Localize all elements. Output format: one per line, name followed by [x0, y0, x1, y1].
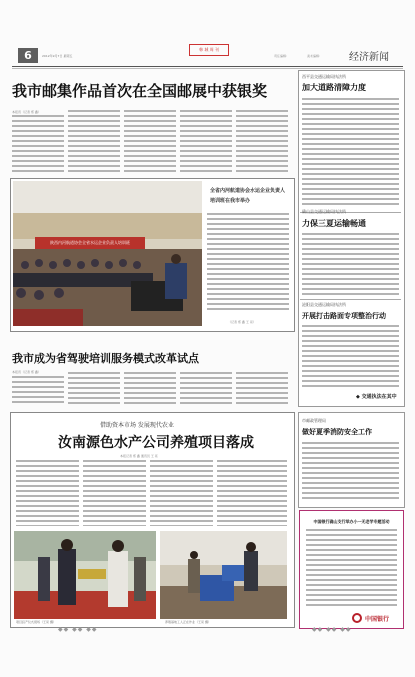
bank-ad-headline: 中国银行确山支行举办小一无老学专题活动: [313, 519, 390, 524]
ceremony-photo-graphic: [14, 531, 156, 619]
designer-line: 美术编辑：: [307, 54, 323, 58]
third-kicker: 借助资本市场 发展现代农业: [100, 422, 174, 429]
ceremony-photo: [14, 531, 156, 619]
second-headline: 我市成为省驾驶培训服务模式改革试点: [12, 352, 199, 365]
second-text-col-3: [124, 372, 176, 406]
footer-marks-left: ◆◆ ◆◆ ◆◆: [58, 626, 98, 633]
sidebar-item1-kicker: 西平县交通运输局执法所: [302, 74, 346, 79]
third-byline: 本报记者 郑 鑫 通讯员 王 亮: [120, 454, 158, 458]
issue-date: 2012年9月7日 星期五: [42, 54, 73, 58]
meeting-photo-graphic: [13, 181, 202, 326]
second-byline: 本报讯（记者 郑 鑫）: [12, 370, 41, 374]
fish-farm-photo-caption: 养殖基地工人正在作业（王亮 摄）: [165, 620, 211, 624]
header-rule: [12, 66, 403, 67]
bank-logo-icon: [352, 613, 362, 623]
editor-line: 责任编辑：: [274, 54, 290, 58]
photo-story-byline: （记者 郑 鑫 王 亮）: [228, 320, 256, 324]
footer-marks-right: ◆◆ ◆◆ ◆◆: [312, 626, 352, 633]
second-text-col-4: [180, 372, 232, 406]
fish-farm-photo: [160, 531, 287, 619]
lead-text-col-4: [180, 110, 232, 173]
third-headline: 汝南源色水产公司养殖项目落成: [58, 435, 254, 451]
masthead-logo: 韩 城 周 刊: [189, 44, 229, 56]
sidebar-more-link[interactable]: ◆ 交通执法在其中: [356, 394, 397, 400]
bank-ad-text: [306, 529, 397, 609]
meeting-photo: [13, 181, 202, 326]
sidebar-item4-kicker: 市邮政管理局: [302, 418, 326, 423]
sidebar-divider-2: [300, 299, 401, 300]
lead-byline: 本报讯（记者 郑 鑫）: [12, 110, 41, 114]
lead-text-col-1: [12, 115, 64, 173]
page-number: 6: [18, 48, 38, 63]
lead-text-col-5: [236, 110, 288, 173]
third-text-col-1: [16, 460, 79, 526]
sidebar-item1-headline: 加大道路清障力度: [302, 82, 366, 92]
meeting-banner-text: 陕西内河航道协会全省水运企业负责人培训班: [50, 240, 130, 245]
photo-story-text: [207, 213, 289, 313]
page-header: [12, 44, 403, 66]
ceremony-photo-caption: 项目投产仪式现场（王亮 摄）: [16, 620, 56, 624]
sidebar-item3-kicker: 泌阳县交通运输局执法所: [302, 302, 346, 307]
second-text-col-5: [236, 372, 288, 406]
third-text-col-3: [150, 460, 213, 526]
photo-story-title: 全省内河航道协会水运企业负责人培训班在我市举办: [210, 188, 286, 204]
sidebar-item1-text: [302, 98, 399, 206]
bank-ad: [299, 510, 404, 629]
third-text-col-4: [217, 460, 287, 526]
section-title: 经济新闻: [349, 52, 389, 63]
sidebar-item2-text: [302, 233, 399, 295]
bank-name: 中国银行: [365, 616, 390, 623]
sidebar-item3-text: [302, 325, 399, 387]
sidebar-item4-text: [302, 442, 399, 500]
second-text-col-2: [68, 372, 120, 406]
header-rule-thin: [12, 68, 403, 69]
sidebar-item4-headline: 做好夏季消防安全工作: [302, 427, 372, 436]
lead-headline: 我市邮集作品首次在全国邮展中获银奖: [12, 82, 268, 100]
lead-text-col-2: [68, 110, 120, 173]
lead-text-col-3: [124, 110, 176, 173]
sidebar-item2-headline: 力保三夏运输畅通: [302, 218, 366, 228]
sidebar-item2-kicker: 确山县交通运输局执法所: [302, 209, 346, 214]
third-text-col-2: [83, 460, 146, 526]
second-text-col-1: [12, 376, 64, 406]
fish-farm-photo-graphic: [160, 531, 287, 619]
sidebar-item3-headline: 开展打击路面专项整治行动: [302, 311, 386, 320]
